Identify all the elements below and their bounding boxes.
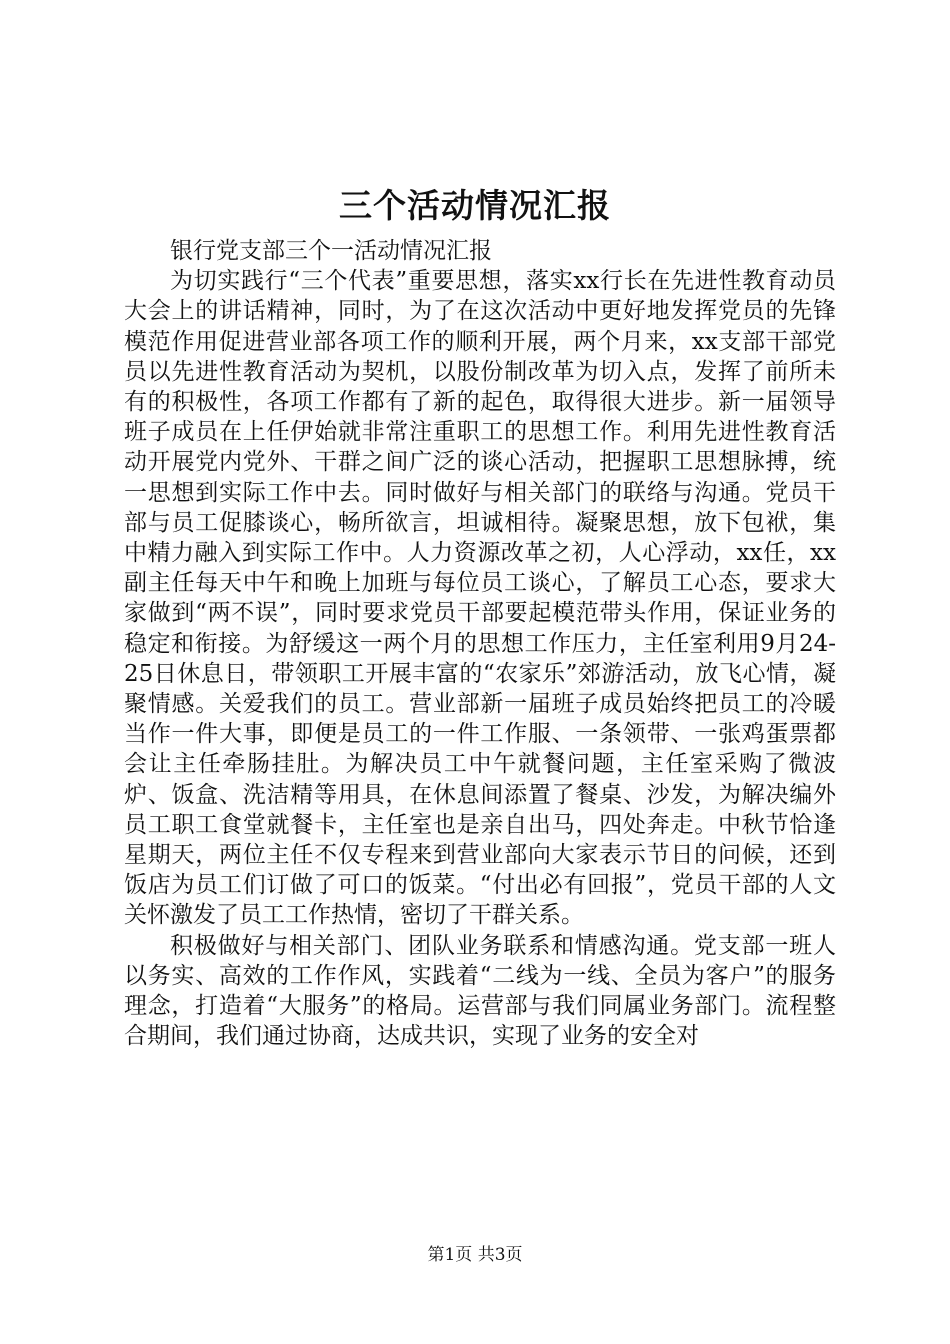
document-subtitle: 银行党支部三个一活动情况汇报 — [170, 238, 492, 264]
body-paragraph-1: 为切实践行“三个代表”重要思想，落实xx行长在先进性教育动员大会上的讲话精神，同时，为了在这次活动中更好地发挥党员的先锋模范作用促进营业部各项工作的顺利开展，两个月来，xx支部干部党员以先进性教育活动为契机，以股份制改革为切入点，发挥了前所未有的积极性，各项工作都有了新的起色，取得很大进步。新一届领导班子成员在上任伊始就非常注重职工的思想工作。利用先进性教育活动开展党内党外、干群之间广泛的谈心活动，把握职工思想脉搏，统一思想到实际工作中去。同时做好与相关部门的联络与沟通。党员干部与员工促膝谈心，畅所欲言，坦诚相待。凝聚思想，放下包袱，集中精力融入到实际工作中。人力资源改革之初，人心浮动，xx任，xx副主任每天中午和晚上加班与每位员工谈心，了解员工心态，要求大家做到“两不误”，同时要求党员干部要起模范带头作用，保证业务的稳定和衔接。为舒缓这一两个月的思想工作压力，主任室利用9月24-25日休息日，带领职工开展丰富的“农家乐”郊游活动，放飞心情，凝聚情感。关爱我们的员工。营业部新一届班子成员始终把员工的冷暖当作一件大事，即便是员工的一件工作服、一条领带、一张鸡蛋票都会让主任牵肠挂肚。为解决员工中午就餐问题，主任室采购了微波炉、饭盒、洗洁精等用具，在休息间添置了餐桌、沙发，为解决编外员工职工食堂就餐卡，主任室也是亲自出马，四处奔走。中秋节恰逢星期天，两位主任不仅专程来到营业部向大家表示节日的问候，还到饭店为员工们订做了可口的饭菜。“付出必有回报”，党员干部的人文关怀激发了员工工作热情，密切了干群关系。 — [124, 268, 836, 929]
page-indicator: 第1页 共3页 — [427, 1245, 523, 1265]
document-body — [124, 236, 836, 1051]
document-title: 三个活动情况汇报 — [339, 186, 611, 225]
page-footer — [0, 1243, 950, 1267]
body-paragraph-2: 积极做好与相关部门、团队业务联系和情感沟通。党支部一班人以务实、高效的工作作风，实践着“二线为一线、全员为客户”的服务理念，打造着“大服务”的格局。运营部与我们同属业务部门。流程整合期间，我们通过协商，达成共识，实现了业务的安全对 — [124, 932, 836, 1050]
